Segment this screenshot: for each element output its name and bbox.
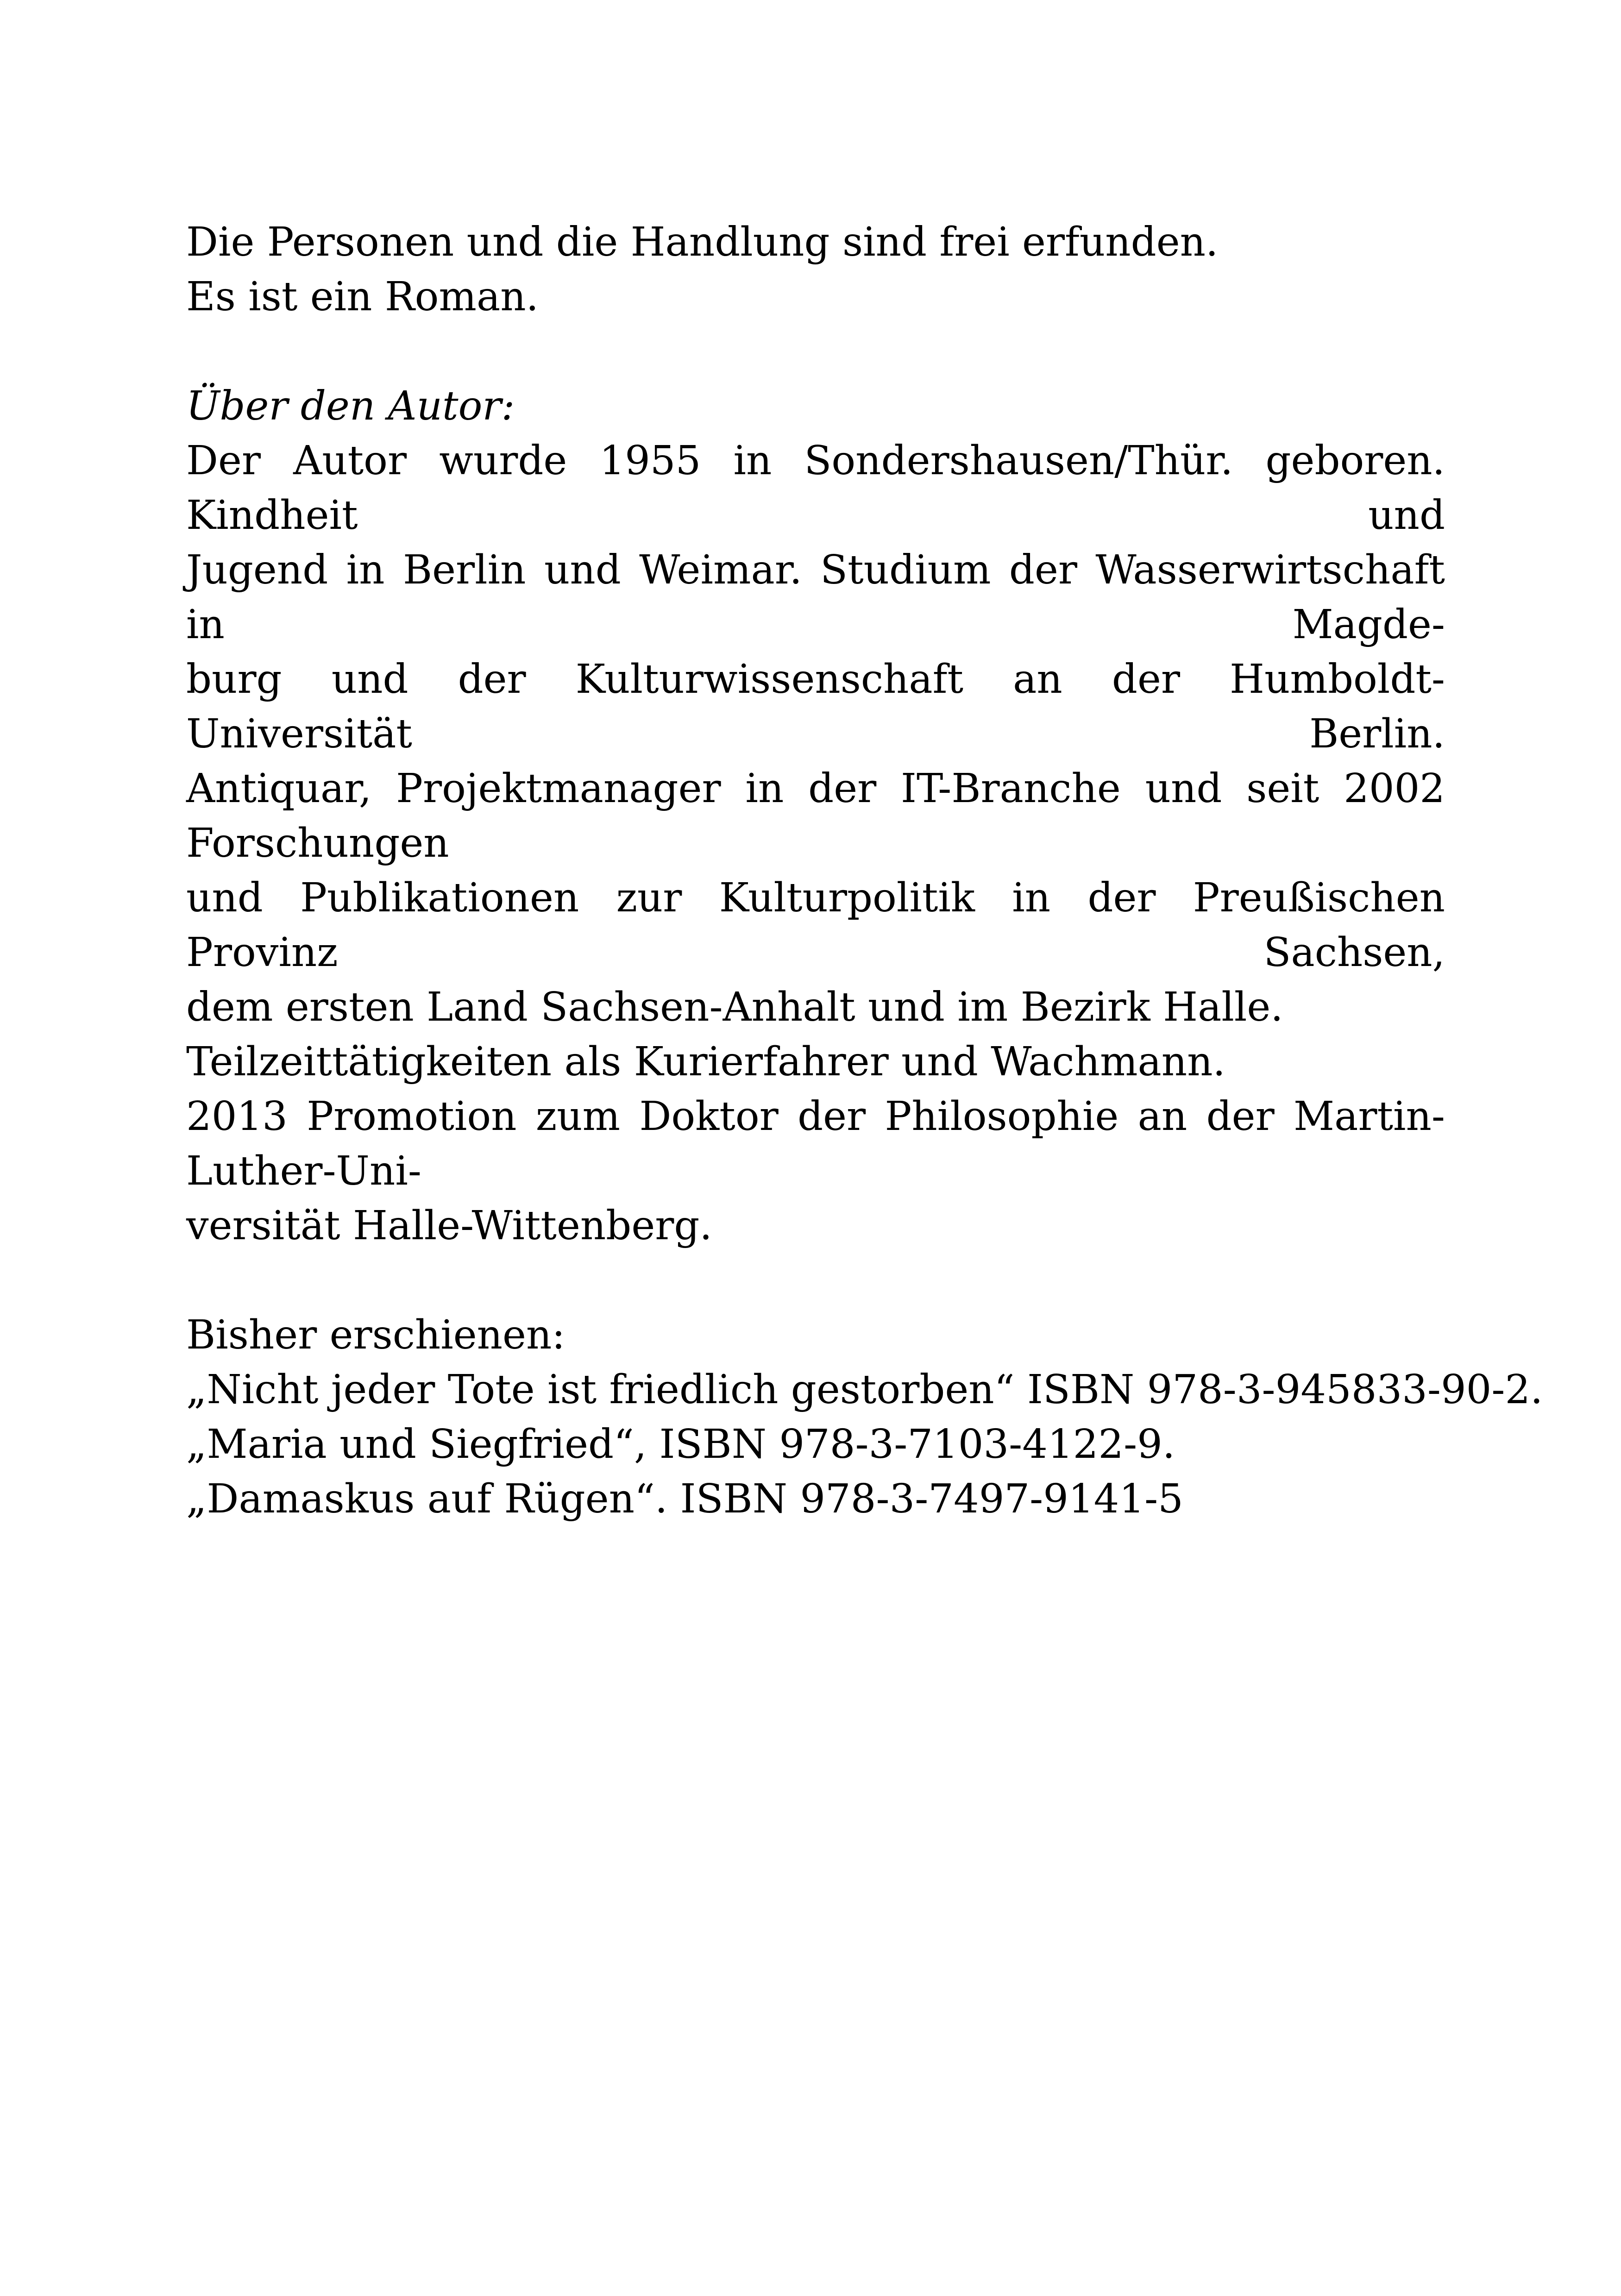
author-bio-line: Jugend in Berlin und Weimar. Studium der Wasserwirtschaft in Magde- xyxy=(186,547,1445,648)
author-bio-line: und Publikationen zur Kulturpolitik in der Preußischen Provinz Sachsen, xyxy=(186,875,1445,976)
publications-heading: Bisher erschienen: xyxy=(186,1312,565,1358)
author-bio-line: Teilzeittätigkeiten als Kurierfahrer und Wachmann. xyxy=(186,1039,1225,1085)
author-bio-line: Antiquar, Projektmanager in der IT-Branche und seit 2002 Forschungen xyxy=(186,765,1445,866)
author-bio-line: versität Halle-Wittenberg. xyxy=(186,1203,712,1249)
intro-line-2: Es ist ein Roman. xyxy=(186,274,539,320)
author-bio-line: Der Autor wurde 1955 in Sondershausen/Thür. geboren. Kindheit und xyxy=(186,438,1445,539)
publication-item: „Damaskus auf Rügen“. ISBN 978-3-7497-9141-5 xyxy=(186,1476,1183,1522)
publication-item: „Maria und Siegfried“, ISBN 978-3-7103-4122-9. xyxy=(186,1421,1175,1468)
publication-item: „Nicht jeder Tote ist friedlich gestorben“ ISBN 978-3-945833-90-2. xyxy=(186,1367,1543,1413)
spacer xyxy=(186,324,1445,379)
author-heading: Über den Autor: xyxy=(186,383,515,429)
author-bio-line: dem ersten Land Sachsen-Anhalt und im Bezirk Halle. xyxy=(186,984,1283,1030)
author-bio-line: burg und der Kulturwissenschaft an der Humboldt-Universität Berlin. xyxy=(186,656,1445,757)
author-bio-line: 2013 Promotion zum Doktor der Philosophie an der Martin-Luther-Uni- xyxy=(186,1093,1445,1194)
intro-line-1: Die Personen und die Handlung sind frei erfunden. xyxy=(186,219,1219,265)
spacer xyxy=(186,1253,1445,1308)
page-content xyxy=(186,215,1543,1526)
